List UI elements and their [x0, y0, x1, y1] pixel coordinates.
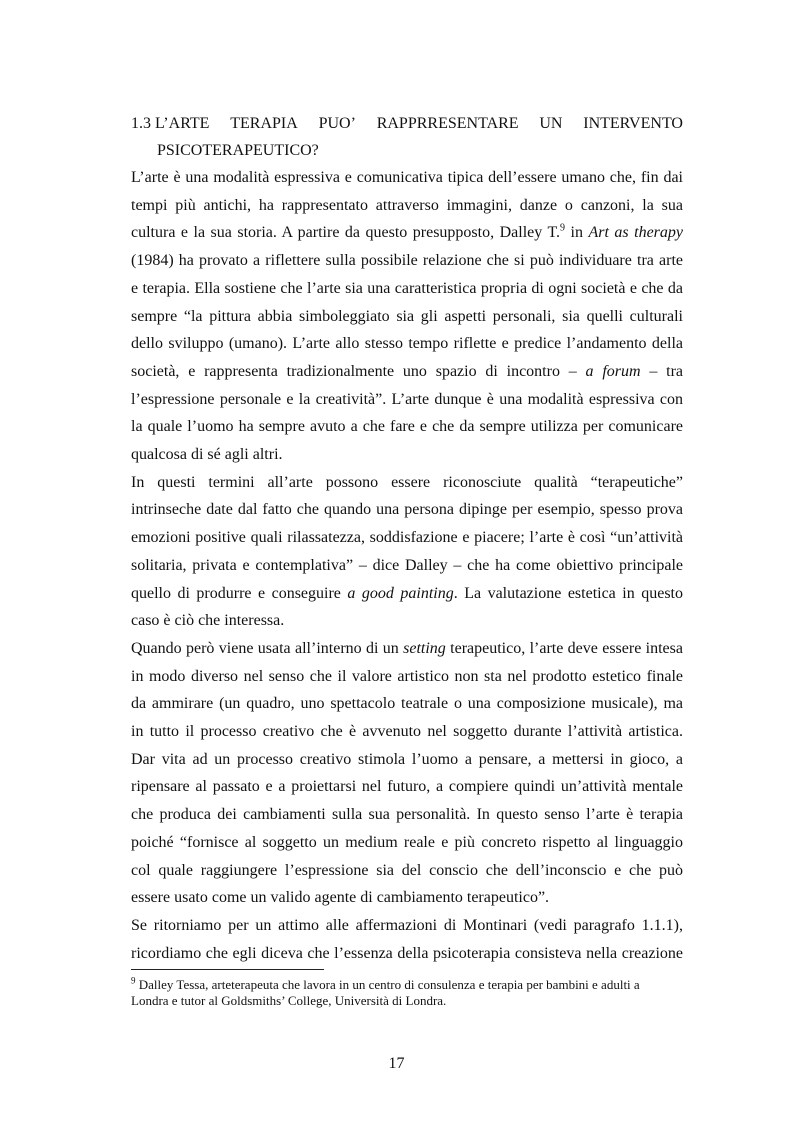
text-line [131, 801, 683, 829]
text-segment: – tra [640, 362, 684, 380]
footnote-line [131, 977, 683, 993]
footnote-line: Londra e tutor al Goldsmiths’ College, Università di Londra. [131, 993, 447, 1008]
text-segment: ripensare al passato e a proiettarsi nel futuro, a compiere quindi un’attività mentale [131, 778, 683, 796]
text-segment: caso è ciò che interessa. [131, 612, 285, 630]
text-segment: . La valutazione estetica in questo [453, 584, 683, 602]
body-text [131, 164, 683, 967]
page-number: 17 [388, 1055, 405, 1072]
text-segment: solitaria, privata e contemplativa” – dice Dalley – che ha come obiettivo principale [131, 556, 683, 574]
text-segment: e terapia. Ella sostiene che l’arte sia una caratteristica propria di ogni società e che da [131, 279, 683, 297]
text-line [131, 663, 683, 691]
text-line [131, 857, 683, 885]
text-line [131, 330, 683, 358]
text-segment: qualcosa di sé agli altri. [131, 446, 283, 464]
text-segment: ricordiamo che egli diceva che l’essenza della psicoterapia consisteva nella creazione [131, 944, 683, 962]
text-line [131, 552, 683, 580]
italic-text: a forum [585, 362, 641, 380]
text-line [131, 580, 683, 608]
text-line [131, 524, 683, 552]
text-line [131, 718, 683, 746]
text-line [131, 773, 683, 801]
section-heading-line-2: PSICOTERAPEUTICO? [157, 142, 319, 159]
text-line [131, 746, 683, 774]
text-segment: essere usato come un valido agente di cambiamento terapeutico”. [131, 889, 550, 907]
text-line [131, 358, 683, 386]
text-segment: l’espressione personale e la creatività”. L’arte dunque è una modalità espressiva con [131, 390, 683, 408]
text-segment: in [565, 224, 589, 242]
text-segment: Dar vita ad un processo creativo stimola l’uomo a pensare, a mettersi in gioco, a [131, 750, 683, 768]
text-line [131, 940, 683, 968]
footnote [131, 977, 683, 1009]
footnote-marker: 9 [131, 975, 136, 986]
text-segment: che produca dei cambiamenti sulla sua personalità. In questo senso l’arte è terapia [131, 806, 683, 824]
heading-word: TERAPIA [230, 115, 298, 132]
heading-word: 1.3 L’ARTE [131, 115, 210, 132]
text-segment: L’arte è una modalità espressiva e comunicativa tipica dell’essere umano che, fin dai [131, 169, 683, 186]
section-heading [131, 110, 683, 164]
text-line [131, 912, 683, 940]
text-line [131, 496, 683, 524]
footnote-reference: 9 [560, 223, 566, 235]
text-segment: col quale raggiungere l’espressione sia del conscio che dell’inconscio e che può [131, 861, 683, 879]
section-heading-line-1 [131, 110, 683, 137]
text-line [131, 413, 683, 441]
heading-word: INTERVENTO [583, 115, 683, 132]
text-segment: da ammirare (un quadro, uno spettacolo teatrale o una composizione musicale), ma [131, 695, 683, 713]
text-segment: Quando però viene usata all’interno di un [131, 639, 404, 657]
paragraph [131, 635, 683, 912]
text-segment: quello di produrre e conseguire [131, 584, 348, 602]
text-line [131, 829, 683, 857]
text-segment: emozioni positive quali rilassatezza, soddisfazione e piacere; l’arte è così “un’attività [131, 529, 683, 547]
text-line [131, 275, 683, 303]
text-segment: la quale l’uomo ha sempre avuto a che fare e che da sempre utilizza per comunicare [131, 418, 683, 436]
footnote-separator [131, 969, 324, 970]
text-segment: poiché “fornisce al soggetto un medium reale e più concreto rispetto al linguaggio [131, 833, 683, 851]
heading-word: UN [539, 115, 563, 132]
text-segment: In questi termini all’arte possono essere riconosciute qualità “terapeutiche” [131, 473, 683, 491]
paragraph [131, 469, 683, 635]
text-segment: cultura e la sua storia. A partire da questo presupposto, Dalley T. [131, 224, 561, 242]
text-line [131, 247, 683, 275]
text-segment: tempi più antichi, ha rappresentato attraverso immagini, danze o canzoni, la sua [131, 196, 683, 214]
italic-text: Art as therapy [588, 224, 683, 242]
text-line [131, 884, 683, 912]
text-line [131, 690, 683, 718]
text-segment: società, e rappresenta tradizionalmente uno spazio di incontro – [131, 362, 586, 380]
paragraph [131, 164, 683, 469]
text-segment: Se ritorniamo per un attimo alle affermazioni di Montinari (vedi paragrafo 1.1.1), [131, 916, 683, 934]
text-line [131, 164, 683, 192]
text-segment: dello sviluppo (umano). L’arte allo stesso tempo riflette e predice l’andamento della [131, 335, 683, 353]
text-segment: in tutto il processo creativo che è avvenuto nel soggetto durante l’attività artistica. [131, 723, 683, 741]
heading-word: PUO’ [318, 115, 356, 132]
text-segment: intrinseche date dal fatto che quando una persona dipinge per esempio, spesso prova [131, 501, 683, 519]
text-segment: in modo diverso nel senso che il valore artistico non sta nel prodotto estetico finale [131, 667, 683, 685]
text-segment: (1984) ha provato a riflettere sulla possibile relazione che si può individuare tra arte [131, 252, 683, 270]
text-line [131, 635, 683, 663]
text-line [131, 219, 683, 247]
italic-text: a good painting [347, 584, 454, 602]
text-line [131, 303, 683, 331]
italic-text: setting [403, 639, 446, 657]
text-line [131, 469, 683, 497]
footnote-text: Dalley Tessa, arteterapeuta che lavora in un centro di consulenza e terapia per bambini e adulti a [135, 977, 640, 992]
text-line [131, 386, 683, 414]
text-line [131, 192, 683, 220]
text-segment: terapeutico, l’arte deve essere intesa [445, 639, 683, 657]
paragraph [131, 912, 683, 967]
heading-word: RAPPRRESENTARE [376, 115, 519, 132]
text-line [131, 607, 683, 635]
text-line [131, 441, 683, 469]
text-segment: sempre “la pittura abbia simboleggiato sia gli aspetti personali, sia quelli culturali [131, 307, 683, 325]
